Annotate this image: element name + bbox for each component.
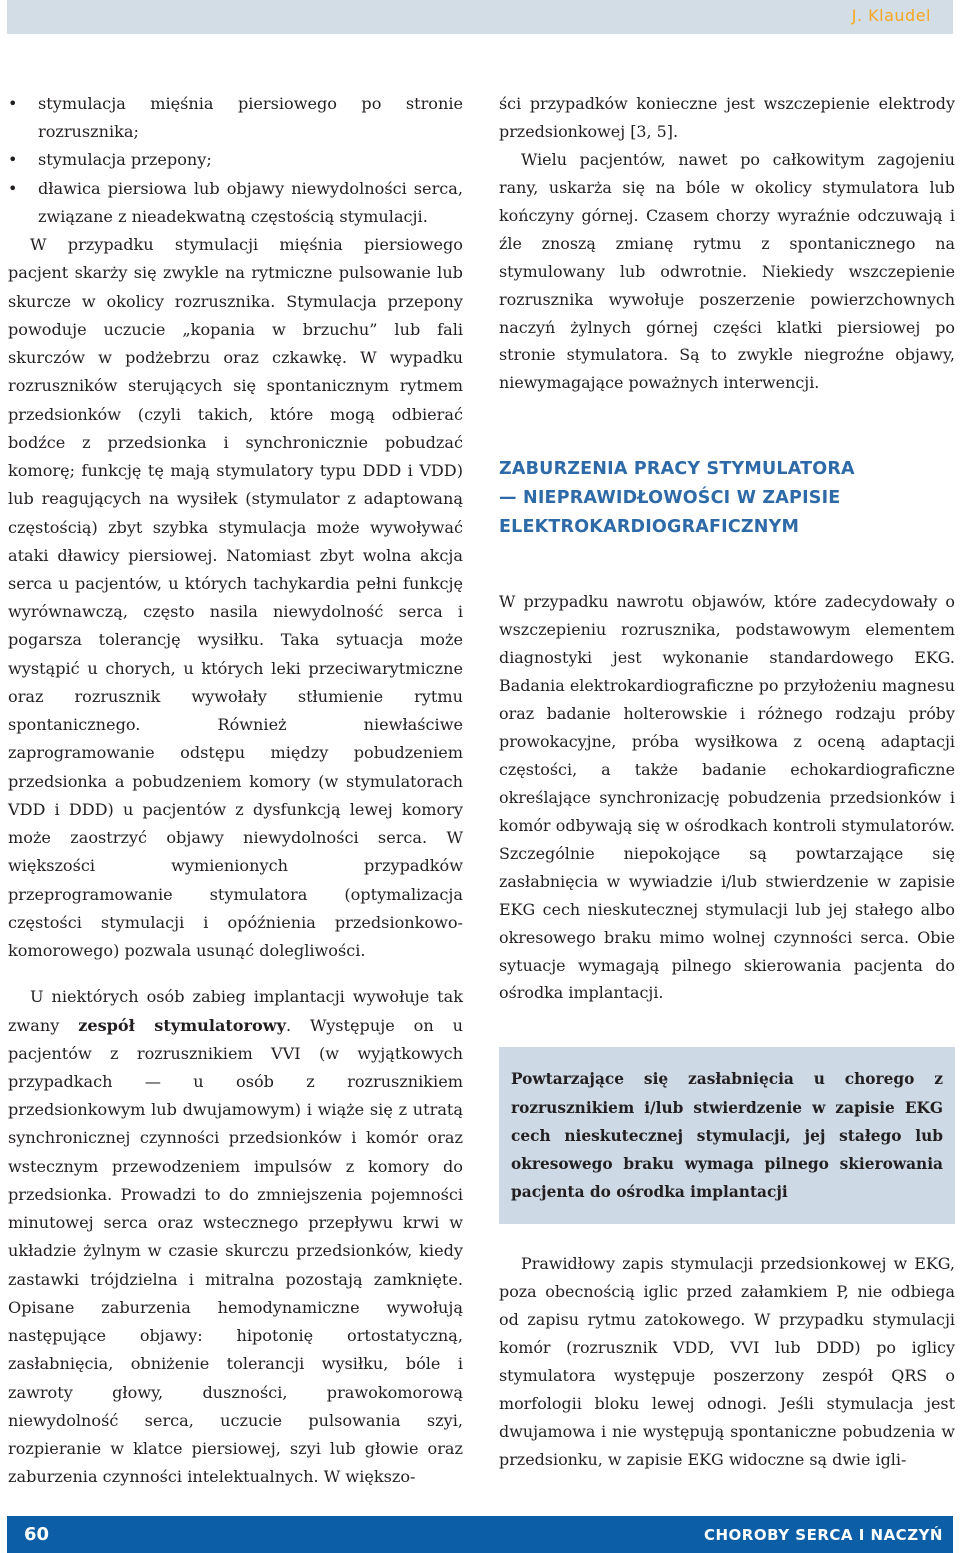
body-paragraph-continued: ści przypadków konieczne jest wszczepienie elektrody przedsionkowej [3, 5]. [499, 94, 955, 141]
list-item: • stymulacja przepony; [8, 146, 463, 174]
body-paragraph: Prawidłowy zapis stymulacji przedsionkowej w EKG, poza obecnością iglic przed załamkiem P, nie odbiega od zapisu rytmu zatokowego. W przypadku stymulacji komór (rozrusznik VDD, VVI lub DDD) po iglicy stymulatora występuje poszerzony zespół QRS o morfologii bloku lewej odnogi. Jeśli stymulacja jest dwujamowa i nie występują spontaniczne pobudzenia w przedsionku, w zapisie EKG widoczne są dwie igli- [499, 1254, 955, 1469]
footer-band [7, 1516, 953, 1553]
callout-text: Powtarzające się zasłabnięcia u chorego z rozrusznikiem i/lub stwierdzenie w zapisie EKG cech nieskutecznej stymulacji, jej stałego lub okresowego braku wymaga pilnego skierowania pacjenta do ośrodka implantacji [511, 1070, 943, 1201]
right-column [499, 90, 955, 1474]
body-paragraph: W przypadku stymulacji mięśnia piersiowego pacjent skarży się zwykle na rytmiczne pulsowanie lub skurcze w okolicy rozrusznika. Stymulacja przepony powoduje uczucie „kopania w brzuchu” lub fali skurczów w podżebrzu oraz czkawkę. W wypadku rozruszników sterujących się spontanicznym rytmem przedsionków (czyli takich, które mogą odbierać bodźce z przedsionka i synchronicznie pobudzać komorę; funkcję tę mają stymulatory typu DDD i VDD) lub reagujących na wysiłek (stymulator z adaptowaną częstością) zbyt szybka stymulacja może wywoływać ataki dławicy piersiowej. Natomiast zbyt wolna akcja serca u pacjentów, u których tachykardia pełni funkcję wyrównawczą, często nasila niewydolność serca i pogarsza tolerancję wysiłku. Taka sytuacja może wystąpić u chorych, u których leki przeciwarytmiczne oraz rozrusznik wywołały stłumienie rytmu spontanicznego. Również niewłaściwe zaprogramowanie odstępu między pobudzeniem przedsionka a pobudzeniem komory (w stymulatorach VDD i DDD) u pacjentów z dysfunkcją lewej komory może zaostrzyć objawy niewydolności serca. W większości wymienionych przypadków przeprogramowanie stymulatora (optymalizacja częstości stymulacji i opóźnienia przedsionkowo-komorowego) pozwala usunąć dolegliwości. [8, 235, 463, 961]
page-number: 60 [24, 1524, 50, 1545]
journal-name: CHOROBY SERCA I NACZYŃ [703, 1526, 943, 1544]
callout-box [499, 1047, 955, 1224]
section-heading [499, 455, 955, 542]
running-header [7, 0, 953, 34]
symptom-list [8, 90, 463, 231]
header-author: J. Klaudel [851, 6, 931, 25]
list-item: • stymulacja mięśnia piersiowego po stronie rozrusznika; [8, 90, 463, 146]
paragraph-text: U niektórych osób zabieg implantacji wywołuje tak zwany [8, 987, 463, 1035]
paragraph-text: . Występuje on u pacjentów z rozrusznikiem VVI (w wyjątkowych przypadkach — u osób z rozrusznikiem przedsionkowym lub dwujamowym) i wiąże się z utratą synchronicznej czynności przedsionków i komór oraz wstecznym przewodzeniem impulsów z komory do przedsionka. Prowadzi to do zmniejszenia pojemności minutowej serca oraz wstecznego przepływu krwi w układzie żylnym w czasie skurczu przedsionków, kiedy zastawki trójdzielna i mitralna pozostają zamknięte. Opisane zaburzenia hemodynamiczne wywołują następujące objawy: hipotonię ortostatyczną, zasłabnięcia, obniżenie tolerancji wysiłku, bóle i zawroty głowy, duszności, prawokomorową niewydolność serca, uczucie pulsowania szyi, rozpieranie w klatce piersiowej, szyi lub głowie oraz zaburzenia czynności intelektualnych. W większo- [8, 1015, 463, 1487]
term-pacemaker-syndrome: zespół stymulatorowy [78, 1015, 286, 1035]
body-paragraph: W przypadku nawrotu objawów, które zadecydowały o wszczepieniu rozrusznika, podstawowym elementem diagnostyki jest wykonanie standardowego EKG. Badania elektrokardiograficzne po przyłożeniu magnesu oraz badanie holterowskie i różnego rodzaju próby prowokacyjne, próba wysiłkowa z oceną adaptacji częstości, a także badanie echokardiograficzne określające synchronizację pobudzenia przedsionków i komór odbywają się w ośrodkach kontroli stymulatorów. Szczególnie niepokojące są powtarzające się zasłabnięcia w wywiadzie i/lub stwierdzenie w zapisie EKG cech nieskutecznej stymulacji lub jej stałego albo okresowego braku mimo wolnej czynności serca. Obie sytuacje wymagają pilnego skierowania pacjenta do ośrodka implantacji. [499, 592, 955, 1003]
section-heading-line: — NIEPRAWIDŁOWOŚCI W ZAPISIE [499, 488, 841, 509]
section-heading-line: ELEKTROKARDIOGRAFICZNYM [499, 517, 800, 538]
list-item: • dławica piersiowa lub objawy niewydolności serca, związane z nieadekwatną częstością stymulacji. [8, 175, 463, 231]
section-heading-line: ZABURZENIA PRACY STYMULATORA [499, 459, 855, 480]
left-column [8, 90, 463, 1491]
body-paragraph: Wielu pacjentów, nawet po całkowitym zagojeniu rany, uskarża się na bóle w okolicy stymulatora lub kończyny górnej. Czasem chorzy wyraźnie odczuwają i źle znoszą zmianę rytmu z spontanicznego na stymulowany lub odwrotnie. Niekiedy wszczepienie rozrusznika wywołuje poszerzenie powierzchownych naczyń żylnych górnej części klatki piersiowej po stronie stymulatora. Są to zwykle niegroźne objawy, niewymagające poważnych interwencji. [499, 149, 955, 393]
body-paragraph-pacemaker-syndrome [8, 983, 463, 1491]
